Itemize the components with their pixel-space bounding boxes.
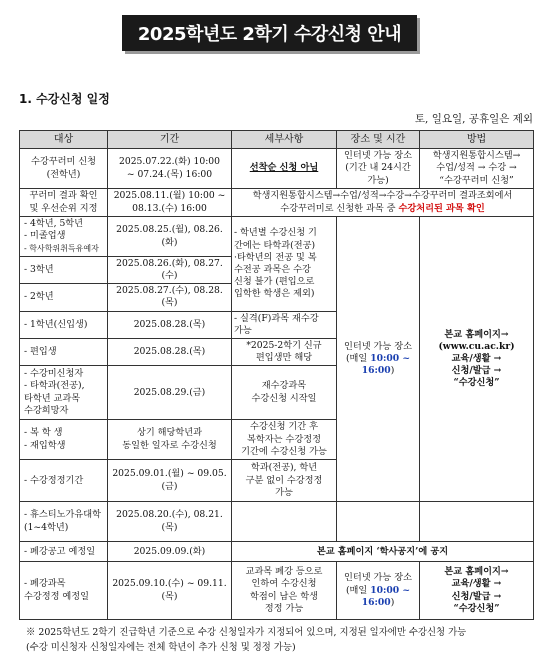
holiday-note: 토, 일요일, 공휴일은 제외 (414, 113, 533, 125)
schedule-table (19, 130, 534, 620)
cell-target: - 휴스티노가유대학 (1~4학년) (20, 502, 108, 542)
cell-detail: *2025-2학기 신규 편입생만 해당 (232, 338, 337, 365)
cell-place-empty (337, 502, 420, 542)
cell-period: 2025.08.28.(목) (108, 311, 232, 338)
cell-period: 2025.07.22.(화) 10:00 ~ 07.24.(목) 16:00 (108, 149, 232, 189)
cell-period: 2025.09.09.(화) (108, 542, 232, 562)
cell-place-merged: 인터넷 가능 장소 (매일 10:00 ~ 16:00) (337, 217, 420, 502)
cell-detail-empty (232, 502, 337, 542)
header-method: 방법 (420, 131, 534, 149)
cell-detail-merged: - 학년별 수강신청 기 간에는 타학과(전공) ·타학년의 전공 및 복 수전공 과목은 수강 신청 불가 (편입으로 입학한 학생은 제외) (232, 217, 337, 312)
cell-period: 2025.08.11.(월) 10:00 ~ 08.13.(수) 16:00 (108, 189, 232, 217)
cell-target: 꾸러미 결과 확인 및 우선순위 지정 (20, 189, 108, 217)
cell-period: 2025.09.01.(월) ~ 09.05.(금) (108, 460, 232, 502)
cell-period: 2025.08.27.(수), 08.28.(목) (108, 284, 232, 311)
section-title: 1. 수강신청 일정 (19, 92, 110, 106)
cell-target: - 2학년 (20, 284, 108, 311)
cell-place: 인터넷 가능 장소 (매일 10:00 ~ 16:00) (337, 562, 420, 620)
cell-period: 2025.09.10.(수) ~ 09.11.(목) (108, 562, 232, 620)
cell-period: 2025.08.29.(금) (108, 366, 232, 420)
cell-detail: 수강신청 기간 후 복학자는 수강정정 기간에 수강신청 가능 (232, 420, 337, 460)
cell-detail: - 실격(F)과목 재수강 가능 (232, 311, 337, 338)
table-header-row (20, 131, 534, 149)
cell-period: 상기 해당학년과 동일한 일자로 수강신청 (108, 420, 232, 460)
cell-target: - 수강정정기간 (20, 460, 108, 502)
cell-detail-wide: 학생지원통합시스템→수업/성적→수강→수강꾸러미 결과조회에서 수강꾸러미로 신청한 과목 중 수강처리된 과목 확인 (232, 189, 534, 217)
cell-target: - 복 학 생 - 재입학생 (20, 420, 108, 460)
cell-method-merged: 본교 홈페이지→ (www.cu.ac.kr) 교육/생활 → 신청/발급 → “수강신청” (420, 217, 534, 502)
footnote (26, 626, 536, 655)
cell-place: 인터넷 가능 장소 (기간 내 24시간 가능) (337, 149, 420, 189)
cell-target: - 수강미신청자 - 타학과(전공), 타학년 교과목 수강희망자 (20, 366, 108, 420)
header-place: 장소 및 시간 (337, 131, 420, 149)
header-period: 기간 (108, 131, 232, 149)
cell-detail-wide: 본교 홈페이지 ‘학사공지’에 공지 (232, 542, 534, 562)
cell-period: 2025.08.25.(월), 08.26.(화) (108, 217, 232, 257)
cell-detail: 학과(전공), 학년 구분 없이 수강정정 가능 (232, 460, 337, 502)
page-banner (122, 15, 417, 51)
cell-method: 학생지원통합시스템→ 수업/성적 → 수강 → “수강꾸러미 신청” (420, 149, 534, 189)
cell-period: 2025.08.28.(목) (108, 338, 232, 365)
cell-detail: 선착순 신청 아님 (232, 149, 337, 189)
cell-target: - 편입생 (20, 338, 108, 365)
cell-detail: 교과목 폐강 등으로 인하여 수강신청 학점이 남은 학생 정정 가능 (232, 562, 337, 620)
cell-method-empty (420, 502, 534, 542)
cell-period: 2025.08.26.(화), 08.27.(수) (108, 257, 232, 284)
table-row (20, 149, 534, 189)
table-row (20, 562, 534, 620)
footnote-line-2: (수강 미신청자 신청일자에는 전체 학년이 추가 신청 및 정정 가능) (26, 641, 296, 653)
table-row (20, 542, 534, 562)
table-row (20, 217, 534, 257)
cell-detail: 재수강과목 수강신청 시작일 (232, 366, 337, 420)
footnote-line-1: ※ 2025학년도 2학기 진급학년 기준으로 수강 신청일자가 지정되어 있으며, 지정된 일자에만 수강신청 가능 (26, 627, 467, 638)
cell-target: - 폐강과목 수강정정 예정일 (20, 562, 108, 620)
table-row (20, 502, 534, 542)
header-target: 대상 (20, 131, 108, 149)
cell-target: - 1학년(신입생) (20, 311, 108, 338)
cell-target: - 4학년, 5학년 - 미졸업생 - 학사학위취득유예자 (20, 217, 108, 257)
cell-target: - 3학년 (20, 257, 108, 284)
cell-period: 2025.08.20.(수), 08.21.(목) (108, 502, 232, 542)
cell-method: 본교 홈페이지→ 교육/생활 → 신청/발급 → “수강신청” (420, 562, 534, 620)
cell-target: - 폐강공고 예정일 (20, 542, 108, 562)
banner-title: 2025학년도 2학기 수강신청 안내 (137, 24, 402, 45)
table-row (20, 189, 534, 217)
cell-target: 수강꾸러미 신청 (전학년) (20, 149, 108, 189)
header-detail: 세부사항 (232, 131, 337, 149)
